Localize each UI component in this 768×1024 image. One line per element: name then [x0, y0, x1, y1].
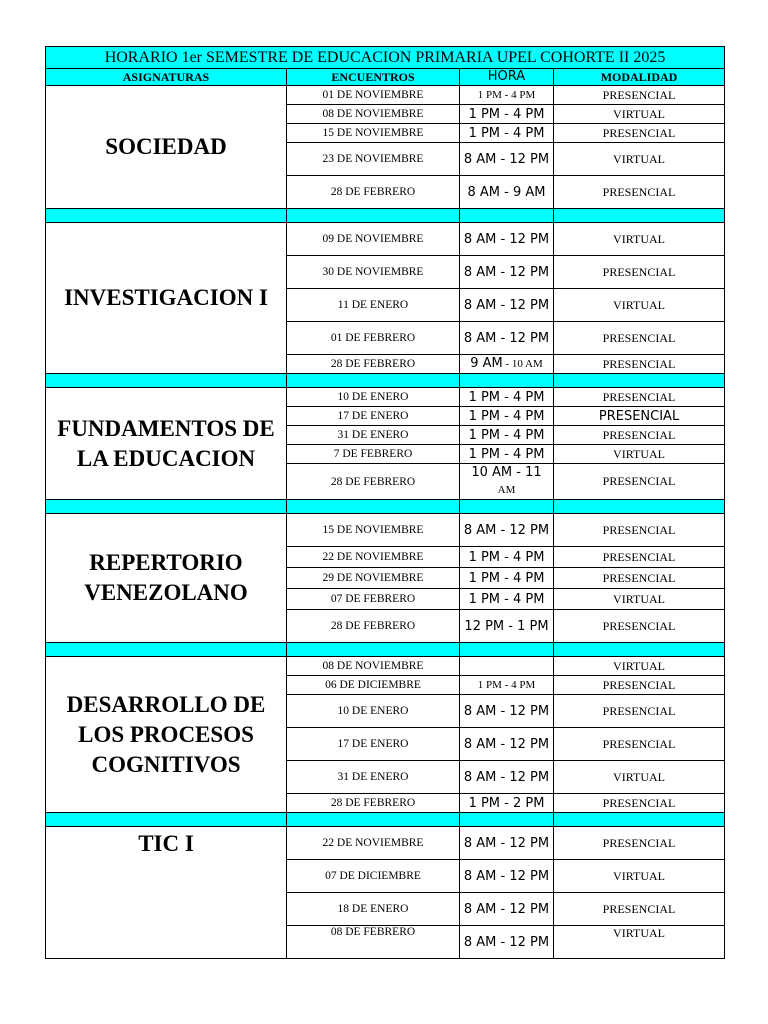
- session-modality: PRESENCIAL: [554, 355, 725, 374]
- session-time: 8 AM - 12 PM: [460, 223, 554, 256]
- session-time: 1 PM - 4 PM: [460, 124, 554, 143]
- session-date: 15 DE NOVIEMBRE: [287, 514, 460, 547]
- session-time: 1 PM - 2 PM: [460, 794, 554, 813]
- session-time: 8 AM - 12 PM: [460, 514, 554, 547]
- session-time: 8 AM - 12 PM: [460, 289, 554, 322]
- session-time: [460, 355, 554, 374]
- session-time: 8 AM - 12 PM: [460, 827, 554, 860]
- session-time: [460, 657, 554, 676]
- time-end: AM: [497, 484, 516, 496]
- session-modality: PRESENCIAL: [554, 464, 725, 500]
- time-start: 9 AM: [470, 356, 503, 371]
- subject-name: FUNDAMENTOS DE LA EDUCACION: [46, 388, 287, 500]
- session-modality: PRESENCIAL: [554, 426, 725, 445]
- header-encuentros: ENCUENTROS: [287, 69, 460, 86]
- session-time: 8 AM - 12 PM: [460, 728, 554, 761]
- table-row: [46, 657, 725, 676]
- session-date: 23 DE NOVIEMBRE: [287, 143, 460, 176]
- subject-name: INVESTIGACION I: [46, 223, 287, 374]
- session-date: 01 DE FEBRERO: [287, 322, 460, 355]
- table-row: [46, 223, 725, 256]
- table-row: [46, 388, 725, 407]
- session-date: 17 DE ENERO: [287, 728, 460, 761]
- session-modality: PRESENCIAL: [554, 893, 725, 926]
- session-date: 08 DE FEBRERO: [287, 926, 460, 959]
- session-time: 1 PM - 4 PM: [460, 676, 554, 695]
- session-modality: PRESENCIAL: [554, 827, 725, 860]
- session-date: 17 DE ENERO: [287, 407, 460, 426]
- section-divider: [46, 813, 725, 827]
- session-date: 31 DE ENERO: [287, 761, 460, 794]
- session-time: 1 PM - 4 PM: [460, 589, 554, 610]
- session-date: 10 DE ENERO: [287, 388, 460, 407]
- session-date: 09 DE NOVIEMBRE: [287, 223, 460, 256]
- session-date: 08 DE NOVIEMBRE: [287, 105, 460, 124]
- session-modality: PRESENCIAL: [554, 322, 725, 355]
- header-asignaturas: ASIGNATURAS: [46, 69, 287, 86]
- session-date: 31 DE ENERO: [287, 426, 460, 445]
- session-time: 8 AM - 12 PM: [460, 695, 554, 728]
- section-divider: [46, 209, 725, 223]
- session-time: 8 AM - 12 PM: [460, 256, 554, 289]
- session-date: 06 DE DICIEMBRE: [287, 676, 460, 695]
- session-time: 1 PM - 4 PM: [460, 86, 554, 105]
- session-date: 29 DE NOVIEMBRE: [287, 568, 460, 589]
- session-date: 30 DE NOVIEMBRE: [287, 256, 460, 289]
- session-modality: VIRTUAL: [554, 657, 725, 676]
- session-modality: VIRTUAL: [554, 223, 725, 256]
- section-divider: [46, 643, 725, 657]
- session-time: 8 AM - 12 PM: [460, 926, 554, 959]
- session-time: [460, 464, 554, 500]
- schedule-table: [45, 46, 725, 959]
- subject-name: SOCIEDAD: [46, 86, 287, 209]
- table-row: [46, 514, 725, 547]
- session-modality: PRESENCIAL: [554, 676, 725, 695]
- session-time: 8 AM - 12 PM: [460, 143, 554, 176]
- session-date: 15 DE NOVIEMBRE: [287, 124, 460, 143]
- session-modality: VIRTUAL: [554, 589, 725, 610]
- session-time: 8 AM - 9 AM: [460, 176, 554, 209]
- table-row: [46, 827, 725, 860]
- session-time: 1 PM - 4 PM: [460, 568, 554, 589]
- session-time: 12 PM - 1 PM: [460, 610, 554, 643]
- section-divider: [46, 500, 725, 514]
- session-modality: PRESENCIAL: [554, 388, 725, 407]
- session-date: 08 DE NOVIEMBRE: [287, 657, 460, 676]
- session-date: 07 DE FEBRERO: [287, 589, 460, 610]
- session-modality: PRESENCIAL: [554, 514, 725, 547]
- session-date: 22 DE NOVIEMBRE: [287, 547, 460, 568]
- session-date: 07 DE DICIEMBRE: [287, 860, 460, 893]
- session-modality: VIRTUAL: [554, 289, 725, 322]
- session-modality: PRESENCIAL: [554, 176, 725, 209]
- session-modality: PRESENCIAL: [554, 695, 725, 728]
- session-modality: PRESENCIAL: [554, 547, 725, 568]
- session-modality: VIRTUAL: [554, 445, 725, 464]
- subject-name: REPERTORIO VENEZOLANO: [46, 514, 287, 643]
- time-end: - 10 AM: [502, 358, 543, 370]
- session-time: 8 AM - 12 PM: [460, 860, 554, 893]
- session-date: 11 DE ENERO: [287, 289, 460, 322]
- session-modality: VIRTUAL: [554, 105, 725, 124]
- header-modalidad: MODALIDAD: [554, 69, 725, 86]
- session-modality: VIRTUAL: [554, 860, 725, 893]
- session-time: 1 PM - 4 PM: [460, 388, 554, 407]
- session-date: 28 DE FEBRERO: [287, 176, 460, 209]
- session-modality: VIRTUAL: [554, 761, 725, 794]
- session-date: 28 DE FEBRERO: [287, 464, 460, 500]
- session-modality: PRESENCIAL: [554, 256, 725, 289]
- session-modality: PRESENCIAL: [554, 124, 725, 143]
- session-modality: VIRTUAL: [554, 926, 725, 959]
- subject-name: DESARROLLO DE LOS PROCESOS COGNITIVOS: [46, 657, 287, 813]
- session-time: 1 PM - 4 PM: [460, 445, 554, 464]
- session-modality: PRESENCIAL: [554, 86, 725, 105]
- session-date: 01 DE NOVIEMBRE: [287, 86, 460, 105]
- session-modality: PRESENCIAL: [554, 407, 725, 426]
- session-date: 28 DE FEBRERO: [287, 794, 460, 813]
- session-date: 22 DE NOVIEMBRE: [287, 827, 460, 860]
- session-time: 8 AM - 12 PM: [460, 893, 554, 926]
- session-time: 1 PM - 4 PM: [460, 547, 554, 568]
- section-divider: [46, 374, 725, 388]
- session-time: 1 PM - 4 PM: [460, 407, 554, 426]
- time-start: 10 AM - 11: [471, 465, 542, 480]
- schedule-title: HORARIO 1er SEMESTRE DE EDUCACION PRIMARIA UPEL COHORTE II 2025: [46, 47, 725, 69]
- session-date: 28 DE FEBRERO: [287, 610, 460, 643]
- header-hora: HORA: [460, 69, 554, 86]
- session-date: 18 DE ENERO: [287, 893, 460, 926]
- session-time: 1 PM - 4 PM: [460, 426, 554, 445]
- session-time: 8 AM - 12 PM: [460, 761, 554, 794]
- session-modality: PRESENCIAL: [554, 728, 725, 761]
- subject-name: TIC I: [46, 827, 287, 959]
- session-date: 10 DE ENERO: [287, 695, 460, 728]
- session-modality: PRESENCIAL: [554, 568, 725, 589]
- session-date: 28 DE FEBRERO: [287, 355, 460, 374]
- table-row: [46, 86, 725, 105]
- session-modality: VIRTUAL: [554, 143, 725, 176]
- session-date: 7 DE FEBRERO: [287, 445, 460, 464]
- session-modality: PRESENCIAL: [554, 610, 725, 643]
- session-time: 1 PM - 4 PM: [460, 105, 554, 124]
- session-modality: PRESENCIAL: [554, 794, 725, 813]
- session-time: 8 AM - 12 PM: [460, 322, 554, 355]
